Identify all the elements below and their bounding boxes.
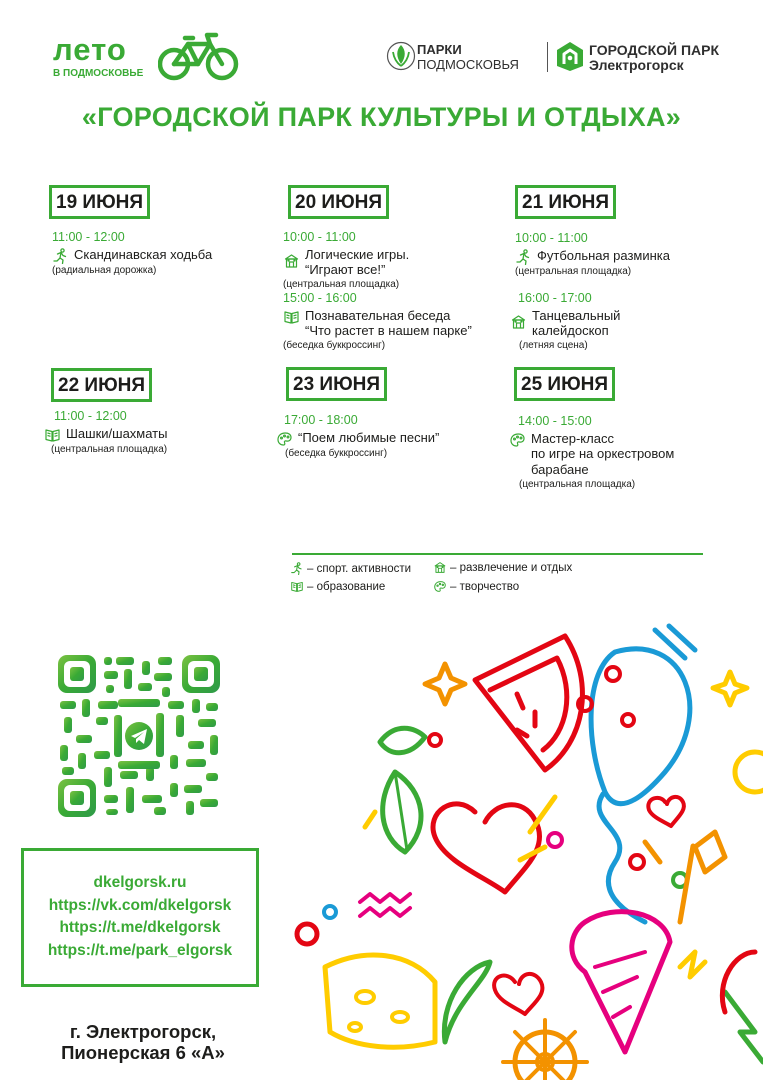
legend-creativity-label: – творчество (450, 580, 520, 593)
event-place: (беседка буккроссинг) (285, 447, 388, 459)
legend-divider (292, 553, 703, 555)
qr-code[interactable] (58, 655, 220, 817)
day-date-label: 19 ИЮНЯ (49, 185, 150, 219)
logo-divider (547, 42, 548, 72)
event-card (509, 415, 749, 491)
day-date-label: 20 ИЮНЯ (288, 185, 389, 219)
event-time: 16:00 - 17:00 (518, 291, 592, 305)
event-card (283, 292, 523, 352)
address-line1: г. Электрогорск, (69, 1021, 217, 1042)
event-title: Логические игры. “Играют все!” (305, 246, 410, 278)
event-place: (летняя сцена) (519, 339, 588, 351)
event-title: Шашки/шахматы (66, 425, 168, 441)
event-title: Мастер-класс по игре на оркестровом барабане (531, 430, 675, 477)
legend-education-label: – образование (307, 580, 386, 593)
event-title: Танцевальный калейдоскоп (532, 307, 621, 339)
decorative-summer-illustration (285, 622, 763, 1080)
event-card (510, 292, 750, 352)
address (38, 1021, 248, 1063)
event-place: (радиальная дорожка) (52, 264, 157, 276)
event-card (515, 232, 755, 278)
day-date-label: 21 ИЮНЯ (515, 185, 616, 219)
parki-podmoskovya-logo (386, 40, 546, 74)
event-card (52, 231, 292, 277)
gorodskoy-park-emblem-icon (555, 40, 585, 72)
event-time: 14:00 - 15:00 (518, 414, 592, 428)
parki-line1: ПАРКИ (417, 42, 462, 57)
creativity-icon (433, 580, 447, 593)
heart-icon (433, 804, 540, 892)
creativity-icon (276, 431, 293, 447)
event-time: 15:00 - 16:00 (283, 291, 357, 305)
link-site[interactable]: dkelgorsk.ru (93, 874, 187, 891)
day-25-june (514, 367, 615, 401)
day-20-june (288, 185, 389, 219)
leto-word: лето (53, 32, 127, 67)
legend-sport (290, 562, 411, 575)
education-icon (44, 427, 61, 443)
leisure-icon (433, 561, 447, 574)
event-title: Скандинавская ходьба (74, 246, 213, 262)
link-vk[interactable]: https://vk.com/dkelgorsk (48, 896, 232, 914)
gorodskoy-park-line2: Электрогорск (589, 57, 684, 73)
event-title: Познавательная беседа “Что растет в нашем парке” (305, 307, 472, 339)
sport-icon (290, 562, 304, 575)
event-title: Футбольная разминка (537, 247, 671, 263)
link-telegram-dk[interactable]: https://t.me/dkelgorsk (59, 919, 221, 936)
education-icon (283, 309, 300, 325)
event-place: (центральная площадка) (515, 265, 632, 277)
sport-icon (52, 248, 69, 264)
event-place: (центральная площадка) (51, 443, 168, 455)
day-date-label: 23 ИЮНЯ (286, 367, 387, 401)
gorodskoy-park-line1: ГОРОДСКОЙ ПАРК (589, 42, 720, 58)
address-line2: Пионерская 6 «А» (61, 1042, 225, 1063)
leto-subtitle: В ПОДМОСКОВЬЕ (53, 68, 144, 79)
gorodskoy-park-logo (555, 40, 745, 74)
event-time: 11:00 - 12:00 (54, 409, 127, 423)
event-time: 11:00 - 12:00 (52, 230, 125, 244)
legend-education (290, 580, 385, 593)
creativity-icon (509, 432, 526, 448)
event-card (276, 414, 516, 460)
day-date-label: 25 ИЮНЯ (514, 367, 615, 401)
event-time: 10:00 - 11:00 (283, 230, 356, 244)
legend-leisure-label: – развлечение и отдых (450, 561, 573, 574)
parki-line2: ПОДМОСКОВЬЯ (417, 57, 519, 72)
event-time: 17:00 - 18:00 (284, 413, 358, 427)
day-21-june (515, 185, 616, 219)
event-place: (центральная площадка) (519, 478, 636, 490)
day-19-june (49, 185, 150, 219)
event-time: 10:00 - 11:00 (515, 231, 588, 245)
event-title: “Поем любимые песни” (298, 429, 440, 445)
event-card (283, 231, 523, 291)
event-place: (центральная площадка) (283, 278, 400, 290)
legend-sport-label: – спорт. активности (307, 562, 412, 575)
page-title: «ГОРОДСКОЙ ПАРК КУЛЬТУРЫ И ОТДЫХА» (81, 102, 682, 132)
leto-logo (53, 30, 243, 82)
leisure-icon (283, 253, 300, 269)
ice-cream-icon (572, 912, 670, 1052)
star-icon (425, 664, 465, 704)
day-23-june (286, 367, 387, 401)
cheese-icon (325, 955, 435, 1047)
day-date-label: 22 ИЮНЯ (51, 368, 152, 402)
education-icon (290, 580, 304, 593)
day-22-june (51, 368, 152, 402)
link-telegram-park[interactable]: https://t.me/park_elgorsk (47, 941, 233, 959)
sport-icon (515, 249, 532, 265)
event-card (44, 410, 284, 456)
legend-leisure (433, 561, 572, 574)
event-place: (беседка буккроссинг) (283, 339, 386, 351)
parki-emblem-icon (386, 40, 416, 72)
leisure-icon (510, 314, 527, 330)
links-box (21, 848, 259, 987)
bicycle-icon (158, 30, 240, 82)
legend-creativity (433, 580, 519, 593)
